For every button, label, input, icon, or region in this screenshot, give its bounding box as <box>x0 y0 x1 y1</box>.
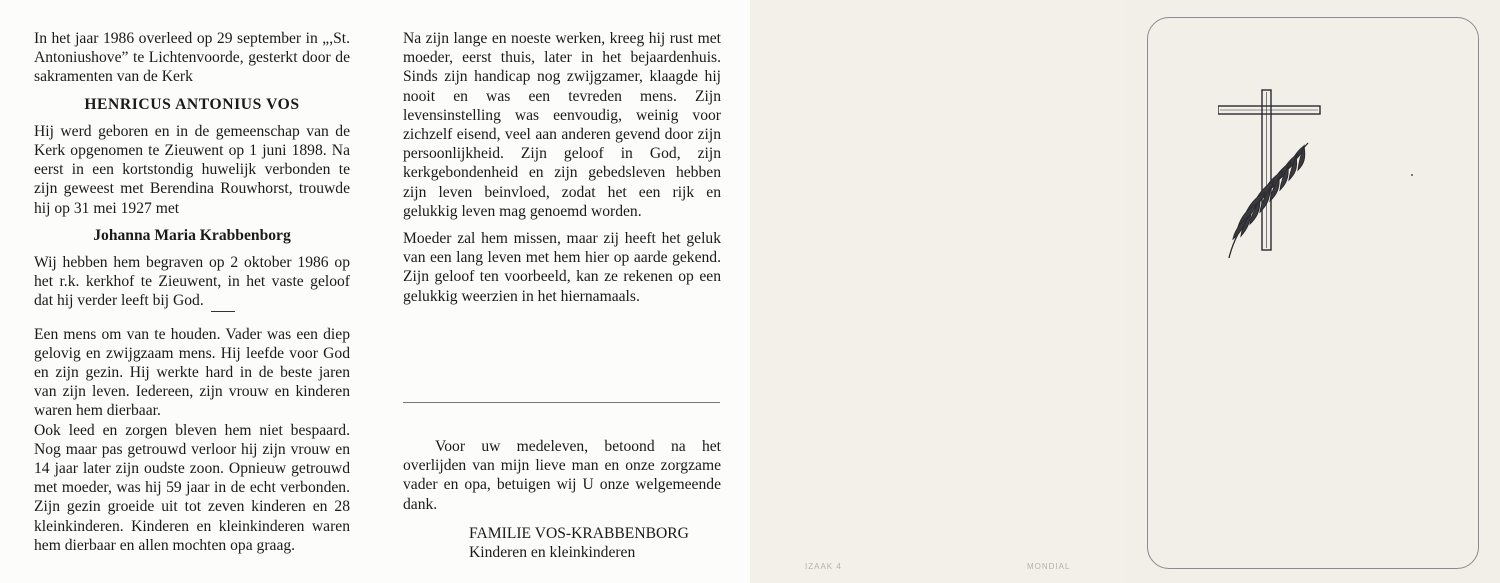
left-text-column <box>34 29 350 555</box>
printer-imprint-right: MONDIAL <box>1027 562 1071 571</box>
middle-text-column <box>403 29 721 306</box>
spouse-name: Johanna Maria Krabbenborg <box>93 226 291 244</box>
family-subtitle: Kinderen en kleinkinderen <box>469 544 636 562</box>
cross-with-palm-icon <box>1218 88 1326 260</box>
print-speck <box>1411 174 1413 176</box>
hardship-paragraph: Ook leed en zorgen bleven hem niet bespaard. Nog maar pas getrouwd verloor hij zijn vrouw en 14 jaar later zijn oudste zoon. Opnieuw getrouwd met moeder, was hij 59 jaar in de echt verbonden. Zijn gezin groeide uit tot zeven kinderen en 28 kleinkinderen. Kinderen en kleinkinderen waren hem dierbaar en allen mochten opa graag. <box>34 421 350 554</box>
left-text-panel <box>0 0 375 583</box>
intro-paragraph: In het jaar 1986 overleed op 29 september in „,St. Antoniushove” te Lichtenvoorde, gesterkt door de sakramenten van de Kerk <box>34 30 350 86</box>
printer-imprint-left: IZAAK 4 <box>805 562 842 571</box>
later-life-paragraph: Na zijn lange en noeste werken, kreeg hij rust met moeder, eerst thuis, later in het bejaardenhuis. Sinds zijn handicap nog zwijgzamer, klaagde hij nooit en was een tevreden mens. Zijn levensinstelling was eenvoudig, weinig voor zichzelf eisend, veel aan anderen gevend door zijn persoonlijkheid. Zijn geloof in God, zijn kerkgebondenheid en zijn gebedsleven hebben zijn leven beinvloed, zodat het een rijk en gelukkig leven mag genoemd worden. <box>403 30 721 220</box>
deceased-name: HENRICUS ANTONIUS VOS <box>84 95 300 113</box>
character-paragraph: Een mens om van te houden. Vader was een diep gelovig en zwijgzaam mens. Hij leefde voor God en zijn gezin. Hij werkte hard in de beste jaren van zijn leven. Iedereen, zijn vrouw en kinderen waren hem dierbaar. <box>34 325 350 420</box>
section-divider <box>403 402 720 403</box>
burial-paragraph: Wij hebben hem begraven op 2 oktober 1986 op het r.k. kerkhof te Zieuwent, in het vaste geloof dat hij verder leeft bij God. <box>34 254 350 310</box>
mother-paragraph: Moeder zal hem missen, maar zij heeft het geluk van een lang leven met hem hier op aarde gekend. Zijn geloof ten voorbeeld, kan ze rekenen op een gelukkig weerzien in het hiernamaals. <box>403 230 721 305</box>
rounded-card-border <box>1147 17 1479 569</box>
birth-marriage-paragraph: Hij werd geboren en in de gemeenschap van de Kerk opgenomen te Zieuwent op 1 juni 1898. Na eerst in een kortstondig huwelijk verbonden te zijn geweest met Berendina Rouwhorst, trouwde hij op 31 mei 1927 met <box>34 122 350 217</box>
middle-text-panel <box>375 0 750 583</box>
blank-back-panel <box>750 0 1125 583</box>
family-name: FAMILIE VOS-KRABBENBORG <box>469 525 689 542</box>
front-cover-panel <box>1125 0 1500 583</box>
thanks-text: Voor uw medeleven, betoond na het overlijden van mijn lieve man en onze zorgzame vader en opa, betuigen wij U onze welgemeende dank. <box>403 438 721 513</box>
family-signature <box>469 524 729 562</box>
thanks-paragraph <box>403 437 721 514</box>
